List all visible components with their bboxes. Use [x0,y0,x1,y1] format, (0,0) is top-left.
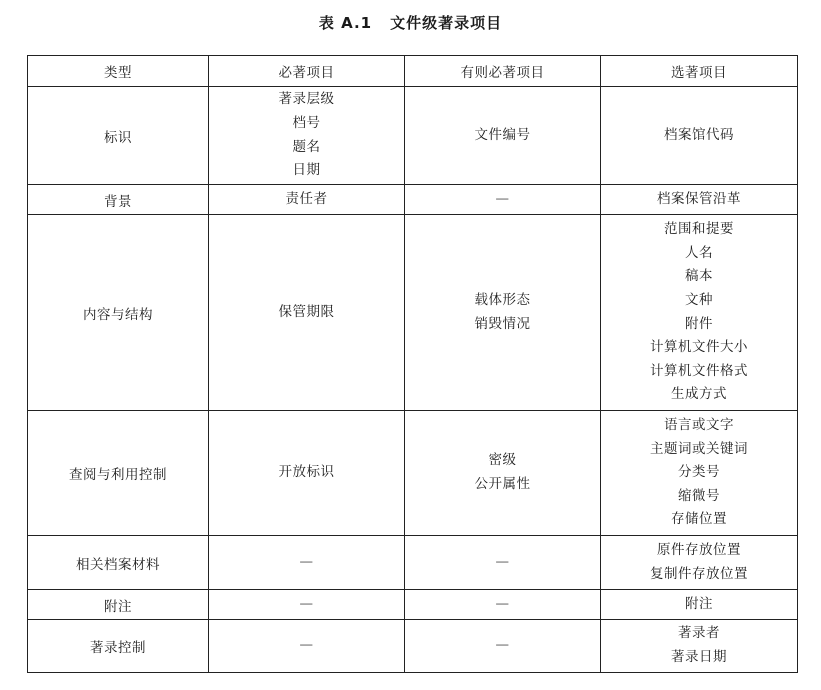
item-text: 题名 [292,138,321,155]
empty-dash: — [299,553,314,570]
type-cell: 查阅与利用控制 [28,411,209,536]
required-cell [209,620,405,673]
type-cell: 附注 [28,590,209,620]
item-text: 档案保管沿革 [657,190,741,207]
item-text: 开放标识 [278,464,335,481]
item-text: 保管期限 [278,303,335,320]
required-cell [209,411,405,536]
optional-cell [601,215,798,411]
type-cell: 著录控制 [28,620,209,673]
empty-dash: — [495,637,510,654]
optional-cell [601,411,798,536]
table-header [28,56,798,87]
type-cell: 背景 [28,185,209,215]
empty-dash: — [299,637,314,654]
table-number: 表 A.1 [318,14,373,32]
conditional-cell [405,185,601,215]
item-text: 载体形态 [474,291,531,308]
conditional-cell [405,215,601,411]
type-cell: 相关档案材料 [28,536,209,590]
item-text: 档案馆代码 [664,126,734,143]
table-row [28,215,798,411]
table-body [28,87,798,673]
conditional-cell [405,620,601,673]
header-optional: 选著项目 [601,56,798,87]
empty-dash: — [495,190,510,207]
item-text: 计算机文件格式 [650,362,748,379]
item-text: 分类号 [678,464,720,481]
type-cell: 内容与结构 [28,215,209,411]
header-required: 必著项目 [209,56,405,87]
empty-dash: — [495,595,510,612]
conditional-cell [405,590,601,620]
item-text: 范围和提要 [664,221,734,238]
optional-cell [601,620,798,673]
item-text: 档号 [292,114,321,131]
table-title: 文件级著录项目 [390,14,503,32]
type-cell: 标识 [28,87,209,185]
optional-cell [601,536,798,590]
header-type: 类型 [28,56,209,87]
item-text: 文种 [685,291,713,308]
required-cell [209,87,405,185]
item-text: 计算机文件大小 [650,339,748,356]
required-cell [209,590,405,620]
header-row [28,56,798,87]
empty-dash: — [299,595,314,612]
item-text: 著录日期 [671,649,727,665]
item-text: 公开属性 [474,476,531,492]
conditional-cell [405,87,601,185]
item-text: 语言或文字 [664,417,734,434]
item-text: 文件编号 [474,126,531,143]
item-text: 主题词或关键词 [650,440,748,457]
table-row [28,185,798,215]
table-row [28,411,798,536]
optional-cell [601,87,798,185]
item-text: 责任者 [285,190,328,207]
empty-dash: — [495,553,510,570]
item-text: 存储位置 [671,511,727,528]
table-row [28,620,798,673]
item-text: 稿本 [685,268,713,285]
cataloging-items-table [27,55,798,673]
item-text: 复制件存放位置 [650,565,748,582]
table-row [28,590,798,620]
item-text: 缩微号 [678,487,720,504]
header-conditional: 有则必著项目 [405,56,601,87]
item-text: 密级 [488,452,517,469]
item-text: 生成方式 [671,386,727,403]
optional-cell [601,590,798,620]
item-text: 日期 [292,162,321,179]
item-text: 销毁情况 [474,315,531,332]
required-cell [209,185,405,215]
table-caption [0,12,821,33]
item-text: 附件 [685,315,713,332]
conditional-cell [405,536,601,590]
required-cell [209,536,405,590]
item-text: 著录层级 [278,91,335,108]
item-text: 著录者 [678,625,720,642]
table-row [28,87,798,185]
required-cell [209,215,405,411]
table-row [28,536,798,590]
item-text: 附注 [685,595,713,612]
conditional-cell [405,411,601,536]
optional-cell [601,185,798,215]
item-text: 人名 [685,244,713,261]
item-text: 原件存放位置 [657,541,741,558]
